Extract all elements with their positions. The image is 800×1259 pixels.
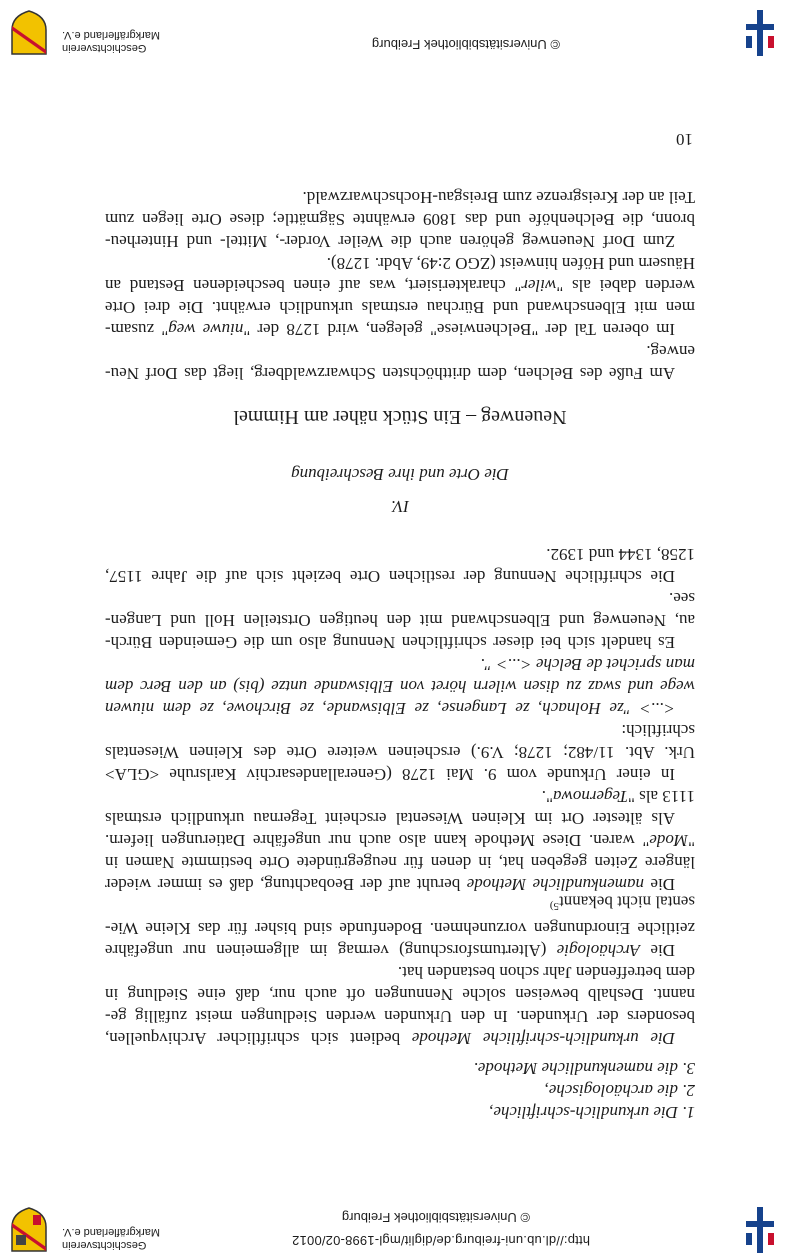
method-item: 2. die archäologische, — [544, 1081, 695, 1100]
quote-line: wege und swaz zu disen wilern höret von Elbiswande untze (bis) an den Berc dem — [105, 677, 695, 696]
emphasis: niuwe weg — [168, 320, 244, 339]
paragraph-line — [105, 830, 695, 850]
paragraph-line: Teil an der Kreisgrenze zum Breisgau-Hochschwarzwald. — [302, 188, 695, 207]
paragraph-line: 1258, 1344 und 1392. — [546, 545, 695, 564]
paragraph-line — [105, 1028, 695, 1048]
paragraph-line: dem betreffenden Jahr schon bestanden hat. — [397, 963, 695, 982]
text-run: bedient sich schriftlicher Archivquellen, — [104, 1029, 412, 1048]
method-item: 3. die namenkundliche Methode. — [473, 1059, 695, 1078]
paragraph-line: schriftlich: — [621, 721, 695, 740]
text-run: sental nicht bekannt — [559, 892, 695, 912]
paragraph-line — [105, 275, 695, 295]
paragraph-line: men mit Elbenschwand und Bürchau erstmals urkundlich erwähnt. Die drei Orte — [105, 298, 695, 317]
footnote-mark: 5) — [549, 900, 560, 912]
emphasis: Die urkundlich-schriftliche Methode — [411, 1029, 675, 1048]
text-run: (Altertumsforschung) vermag im allgemeinen nur ungefähre — [105, 941, 557, 960]
paragraph-line: Häusern und Höfen hinweist (ZGO 2:49, Abdr. 1278). — [326, 254, 695, 273]
emphasis: Mode — [649, 831, 689, 850]
ub-freiburg-logo — [740, 10, 780, 56]
society-crest-icon — [10, 10, 48, 56]
paragraph-line: Als ältester Ort im Kleinen Wiesental erscheint Tegernau urkundlich erstmals — [105, 809, 675, 828]
copyright-credit: © Universitätsbibliothek Freiburg — [341, 1210, 530, 1225]
paragraph-line — [105, 786, 695, 806]
paragraph-line: bronn, die Belchenhöfe und das 1809 erwähnte Sägmättle; diese Orte liegen zum — [105, 210, 695, 229]
text-run: " zusam- — [104, 320, 169, 339]
society-crest-icon — [10, 1207, 48, 1253]
text-run: Die — [644, 875, 675, 894]
quote-line: man sprichet de Belche <...> ". — [480, 655, 695, 674]
paragraph-line — [105, 891, 695, 916]
quote-line: <...> "ze Holnach, ze Langense, ze Elbiswande, ze Birchowe, ze dem niuwen — [105, 699, 675, 718]
paragraph-line: au, Neuenweg und Elbenschwand mit den heutigen Ortsteilen Holl und Langen- — [105, 611, 695, 630]
paragraph-line: Es handelt sich bei dieser schriftlichen Nennung also um die Gemeinden Bürch- — [105, 633, 675, 652]
paragraph-line: Am Fuße des Belchen, dem dritthöchsten Schwarzwaldberg, liegt das Dorf Neu- — [105, 364, 675, 383]
society-line: Markgräflerland e.V. — [62, 1226, 161, 1238]
paragraph-line: besonders der Urkunden. In den Urkunden werden Siedlungen meist zufällig ge- — [105, 1007, 695, 1026]
emphasis: Tegernowa — [552, 787, 628, 806]
paragraph-line: Die schriftliche Nennung der restlichen Orte bezieht sich auf die Jahre 1157, — [105, 567, 675, 586]
paragraph-line: Urk. Abt. 11/482; 1278; V.9.) erscheinen weitere Orte des Kleinen Wiesentals — [105, 743, 695, 762]
paragraph-line: Zum Dorf Neuenweg gehören auch die Weiler Vorder-, Mittel- und Hinterheu- — [105, 232, 675, 251]
page-number: 10 — [676, 130, 693, 149]
library-footer — [0, 0, 800, 58]
library-header — [0, 1199, 800, 1259]
text-run: beruht auf der Beobachtung, daß es immer wieder — [105, 875, 467, 894]
society-name — [62, 28, 160, 54]
paragraph-line: längere Zeiten gegeben hat, in denen für neugegründete Orte bestimmte Namen in — [105, 853, 695, 872]
text-run: 1113 als " — [627, 787, 695, 806]
paragraph-line: see. — [669, 589, 695, 608]
paragraph-line: enweg. — [646, 342, 695, 361]
society-name — [62, 1225, 160, 1251]
paragraph-line: zeitliche Einordnungen vorzunehmen. Bodenfunde sind bisher für das Kleine Wie- — [105, 919, 695, 938]
text-run: " charakterisiert, was auf einen bescheidenen Bestand an — [105, 276, 522, 295]
society-line: Geschichtsverein — [62, 42, 147, 54]
source-url[interactable]: http://dl.ub.uni-freiburg.de/diglit/mgl-1998-02/0012 — [291, 1233, 590, 1248]
method-item: 1. Die urkundlich-schriftliche, — [489, 1103, 695, 1122]
society-line: Geschichtsverein — [62, 1239, 147, 1251]
text-run: Im oberen Tal der "Belchenwiese" gelegen, wird 1278 der " — [243, 320, 675, 339]
ub-freiburg-logo — [740, 1207, 780, 1253]
text-run: Die — [640, 941, 675, 960]
text-run: " waren. Diese Methode kann also auch nur ungefähre Datierungen liefern. — [105, 831, 650, 850]
section-number: IV. — [390, 497, 410, 516]
paragraph-line: In einer Urkunde vom 9. Mai 1278 (Generallandesarchiv Karlsruhe <GLA> — [105, 765, 675, 784]
paragraph-line — [105, 940, 695, 960]
chapter-heading: Neuenweg – Ein Stück näher am Himmel — [233, 406, 567, 428]
emphasis: wiler — [521, 276, 557, 295]
emphasis: Archäologie — [556, 941, 641, 960]
text-run: " — [688, 831, 695, 850]
copyright-credit: © Universitätsbibliothek Freiburg — [371, 37, 560, 52]
paragraph-line — [105, 319, 695, 339]
emphasis: namenkundliche Methode — [466, 875, 644, 894]
society-line: Markgräflerland e.V. — [62, 29, 161, 41]
text-run: ". — [541, 787, 553, 806]
paragraph-line: nannt. Deshalb beweisen solche Nennungen oft auch nur, daß eine Siedlung in — [105, 985, 695, 1004]
section-subtitle: Die Orte und ihre Beschreibung — [291, 465, 509, 484]
text-run: werden dabei als " — [556, 276, 695, 295]
paragraph-line — [105, 874, 695, 894]
